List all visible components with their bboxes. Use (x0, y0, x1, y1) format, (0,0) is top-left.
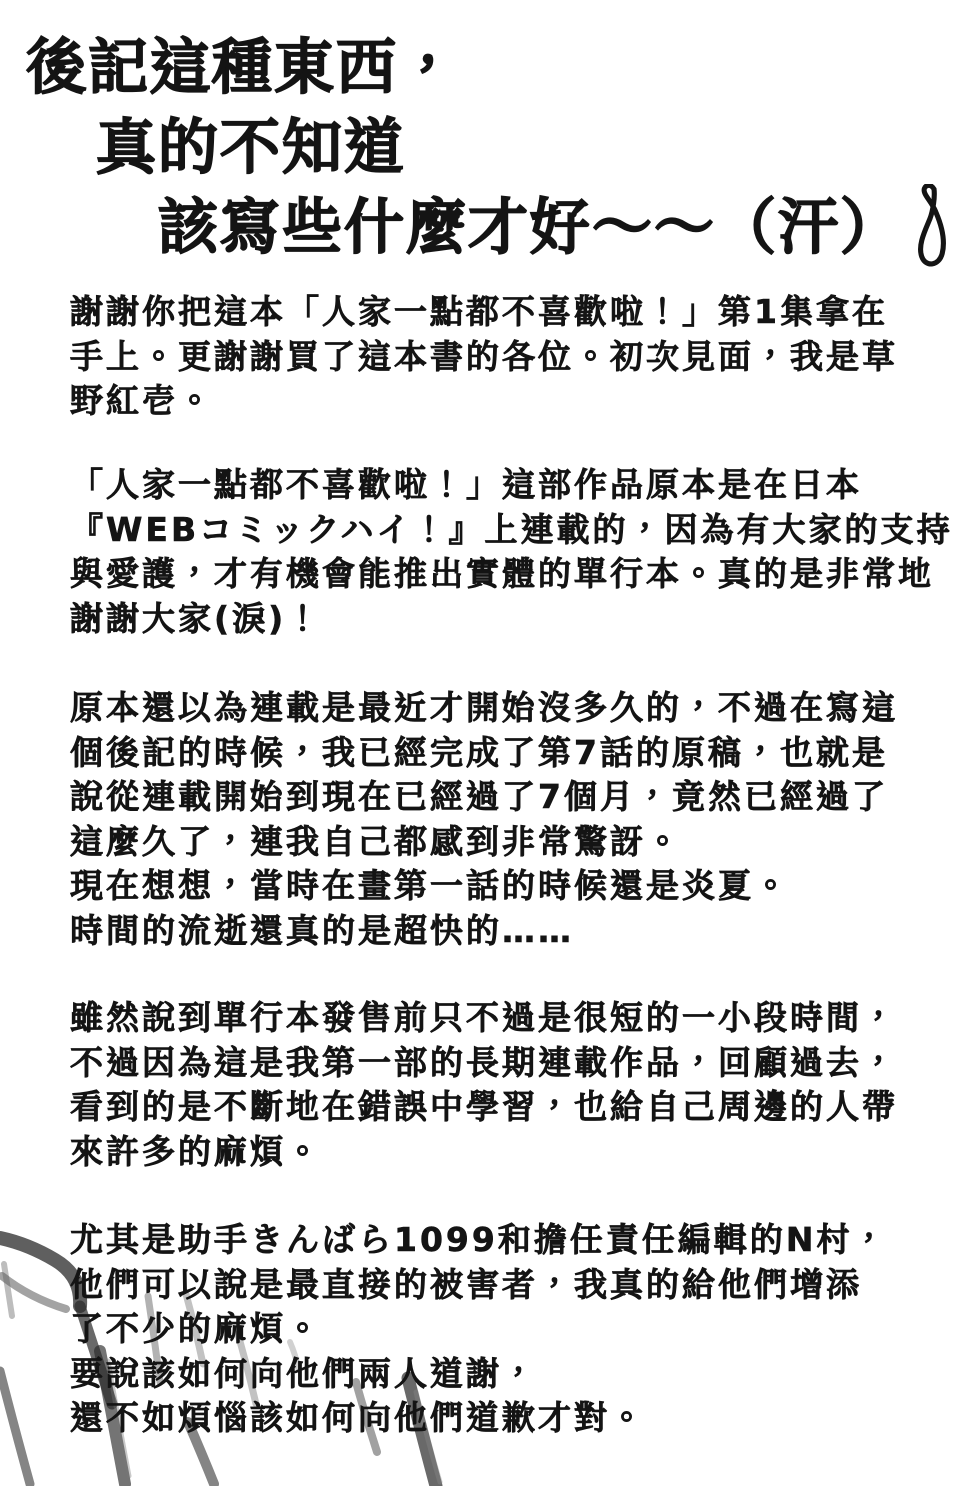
text-line: 了不少的麻煩。 (70, 1309, 322, 1348)
paragraph-serialization (70, 463, 952, 641)
text-line: 不過因為這是我第一部的長期連載作品，回顧過去， (70, 1042, 898, 1082)
paragraph-time-passed (70, 686, 898, 953)
text-line: 時間的流逝還真的是超快的…… (70, 910, 574, 950)
text-line: 謝謝你把這本「人家一點都不喜歡啦！」第1集拿在 (70, 292, 888, 331)
text-line: 還不如煩惱該如何向他們道歉才對。 (70, 1398, 646, 1437)
text-line: 原本還以為連載是最近才開始沒多久的，不過在寫這 (70, 688, 898, 727)
text-line: 看到的是不斷地在錯誤中學習，也給自己周邊的人帶 (70, 1087, 898, 1126)
text-line: 說從連載開始到現在已經過了7個月，竟然已經過了 (70, 777, 888, 816)
afterword-title-line-2: 真的不知道 (96, 113, 406, 183)
afterword-title-line-3: 該寫些什麼才好～～（汗） (158, 193, 902, 263)
text-line: 要說該如何向他們兩人道謝， (70, 1353, 538, 1393)
paragraph-reflection (70, 996, 898, 1174)
text-line: 『WEBコミックハイ！』上連載的，因為有大家的支持 (70, 509, 953, 549)
text-line: 個後記的時候，我已經完成了第7話的原稿，也就是 (70, 732, 888, 772)
sweat-drop-icon (916, 184, 950, 276)
paragraph-greeting (70, 290, 898, 424)
text-line: 野紅壱。 (70, 381, 214, 420)
text-line: 現在想想，當時在畫第一話的時候還是炎夏。 (70, 866, 790, 905)
text-line: 這麼久了，連我自己都感到非常驚訝。 (70, 821, 682, 861)
text-line: 來許多的麻煩。 (70, 1131, 322, 1171)
text-line: 與愛護，才有機會能推出實體的單行本。真的是非常地 (70, 554, 934, 593)
text-line: 雖然說到單行本發售前只不過是很短的一小段時間， (70, 998, 898, 1037)
afterword-title-line-1: 後記這種東西， (26, 33, 460, 103)
text-line: 尤其是助手きんばら1099和擔任責任編輯的N村， (70, 1220, 889, 1259)
text-line: 「人家一點都不喜歡啦！」這部作品原本是在日本 (70, 465, 862, 504)
paragraph-apology (70, 1218, 888, 1441)
text-line: 手上。更謝謝買了這本書的各位。初次見面，我是草 (70, 336, 898, 376)
text-line: 謝謝大家(淚)！ (70, 598, 323, 638)
text-line: 他們可以說是最直接的被害者，我真的給他們增添 (70, 1264, 862, 1304)
